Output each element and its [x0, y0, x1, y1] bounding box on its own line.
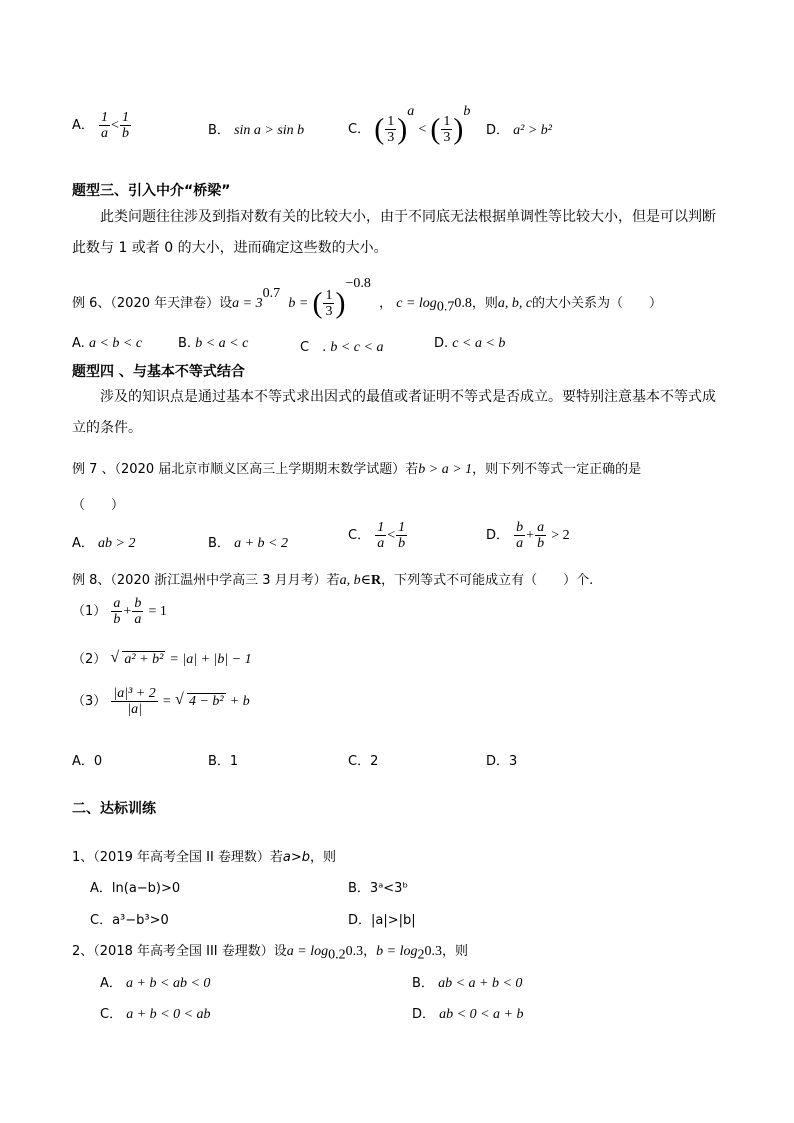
example-8-option-c: C．2: [348, 754, 379, 769]
training-2-stem: 2、（2018 年高考全国 III 卷理数）设$a = \log_{0.2}0.3$，$b = \log_20.3$，则: [72, 944, 468, 963]
training-2-option-a: A． a + b < ab < 0: [100, 976, 211, 991]
example-8-option-a: A．0: [72, 754, 103, 769]
section-3-desc-line1: 此类问题往往涉及到指对数有关的比较大小，由于不同底无法根据单调性等比较大小，但是可以判断: [100, 209, 716, 225]
example-6-option-a: A. a < b < c: [72, 336, 143, 351]
example-8-stem: 例 8、（2020 浙江温州中学高三 3 月月考）若a, b∈R，下列等式不可能成立有（ ）个.: [72, 573, 594, 588]
example-8-eq2: （2） √ a² + b² = |a| + |b| − 1: [72, 648, 252, 668]
training-1-option-d: D．|a|>|b|: [348, 913, 416, 928]
section-training-title: 二、达标训练: [72, 801, 156, 817]
example-8-eq1: （1） $\frac{a}{b}$ + $\frac{b}{a}$ = 1: [72, 596, 167, 627]
section-4-desc-line2: 立的条件。: [72, 420, 142, 436]
example-8-eq3: （3） $\frac{\text{|a|³ + 2}}{|a|}$ = √ 4 − b² + b: [72, 686, 250, 717]
training-1-option-c: C．a³−b³>0: [90, 913, 169, 928]
section-3-title: 题型三、引入中介“桥梁”: [72, 183, 231, 199]
example-7-option-c: C． $\frac{1}{a}$ < $\frac{1}{b}$: [348, 520, 406, 551]
section-3-desc-line2: 此数与 1 或者 0 的大小，进而确定这些数的大小。: [72, 240, 388, 256]
example-7-option-d: D． $\frac{b}{a}$ + $\frac{a}{b}$ > 2: [486, 520, 570, 551]
q-top-option-b: [208, 119, 304, 139]
q-top-option-d: [486, 119, 552, 139]
option-label: B．: [208, 123, 230, 138]
option-expr: sin a > sin b: [234, 123, 305, 138]
option-label: C．: [348, 122, 371, 137]
q-top-option-c: C． ( $\frac{1}{3}$ )$^a$ < ( $\frac{1}{3}$ )$^b$: [348, 104, 471, 146]
option-label: A．: [72, 118, 94, 133]
option-label: D．: [486, 123, 510, 138]
option-expr: a² > b²: [513, 123, 552, 138]
training-1-option-b: B．3ᵃ<3ᵇ: [348, 881, 409, 896]
q-top-option-a: A． $\frac{1}{a}$ < $\frac{1}{b}$: [72, 110, 129, 141]
training-2-option-b: B． ab < a + b < 0: [412, 976, 523, 991]
training-1-stem: 1、（2019 年高考全国 II 卷理数）若a>b，则: [72, 850, 337, 865]
section-4-title: 题型四 、与基本不等式结合: [72, 364, 245, 380]
training-2-option-c: C． a + b < 0 < ab: [100, 1007, 211, 1022]
example-7-option-b: B． a + b < 2: [208, 536, 288, 551]
example-6-option-d: D. c < a < b: [434, 336, 506, 351]
example-8-option-d: D．3: [486, 754, 518, 769]
example-6-stem: 例 6、（2020 年天津卷）设$a = 3^{0.7}$ b = ( $\frac{1}{3}$ )$^{-0.8}$ ， $c = \log_{0.7}0.8$，则a, b, c的大小关系为（ ）: [72, 276, 663, 320]
example-8-option-b: B．1: [208, 754, 239, 769]
example-7-stem: 例 7 、（2020 届北京市顺义区高三上学期期末数学试题）若b > a > 1，则下列不等式一定正确的是: [72, 462, 642, 477]
example-7-blank: （ ）: [72, 498, 125, 513]
section-4-desc-line1: 涉及的知识点是通过基本不等式求出因式的最值或者证明不等式是否成立。要特别注意基本不等式成: [100, 389, 716, 405]
example-6-option-b: B. b < a < c: [178, 336, 249, 351]
training-2-option-d: D． ab < 0 < a + b: [412, 1007, 524, 1022]
example-7-option-a: A． ab > 2: [72, 536, 136, 551]
example-6-option-c: C . b < c < a: [300, 340, 384, 355]
training-1-option-a: A．ln(a−b)>0: [90, 881, 181, 896]
